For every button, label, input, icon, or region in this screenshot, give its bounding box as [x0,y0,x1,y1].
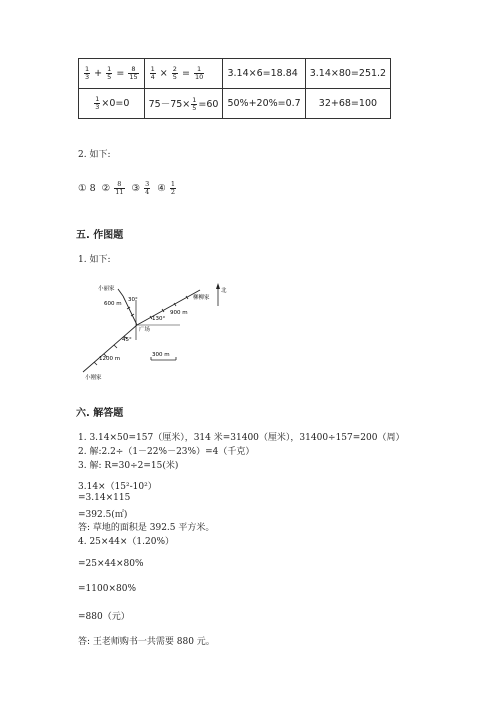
q2-label: 2. 如下: [78,150,111,160]
plaza-label: 广场 [139,327,151,333]
mark-4: ④ [157,183,166,194]
expr-rest: ×0=0 [101,98,130,109]
angle-45: 45° [122,337,132,343]
frac-den: 15 [129,73,138,81]
cell-r1c4: 3.14×80=251.2 [305,59,390,89]
section5-q1: 1. 如下: [78,255,111,265]
mark-2: ② [101,183,111,194]
frac-den: 4 [145,188,150,196]
frac-den: 3 [85,73,90,81]
frac-den: 2 [170,188,175,196]
answer-1: 8 [89,183,96,194]
frac-num: 1 [107,65,112,73]
answer-line-8: 4. 25×44×（1.20%） [78,537,175,547]
expr-pre: 75－75× [148,98,191,110]
north-arrow-head [216,283,220,289]
answer-line-4: 3.14×（15²-10²） [78,482,157,492]
frac-num: 1 [192,95,197,104]
answer-line-1: 1. 3.14×50=157（厘米），314 米=31400（厘米），31400÷157=200（周） [78,433,405,443]
frac-den: 5 [192,103,197,112]
answer-line-10: =1100×80% [78,584,136,594]
angle-130: 130° [152,316,166,322]
frac-num: 8 [114,181,124,189]
mark-3: ③ [131,183,141,194]
line-to-liuliu [137,290,200,325]
answer-line-7: 答: 草地的面积是 392.5 平方米。 [78,523,215,533]
frac-den: 5 [172,73,177,81]
frac-den: 11 [115,188,124,196]
north-label: 北 [221,288,227,294]
xiaoli-arrow [118,289,123,296]
answer-line-5: =3.14×115 [78,493,131,503]
frac-den: 4 [150,73,155,81]
frac-num: 1 [85,65,90,73]
frac-num: 1 [95,95,100,103]
frac-num: 1 [150,65,155,73]
frac-den: 5 [107,73,112,81]
section5-title: 五. 作图题 [76,230,124,241]
op: + [94,68,103,79]
eq: = [116,68,125,79]
dist-600: 600 m [104,301,122,307]
cell-r2c3: 50%+20%=0.7 [223,89,305,119]
dist-1200: 1200 m [99,356,121,362]
frac-num: 3 [145,180,150,188]
frac-den: 3 [95,103,100,111]
eq: = [181,68,190,79]
liuliu-label: 柳柳家 [193,295,210,301]
angle-30: 30° [128,297,138,303]
answer-line-2: 2. 解:2.2÷（1－22%－23%）=4（千克） [78,447,255,457]
xiaoli-label: 小丽家 [98,286,115,292]
answer-line-6: =392.5(㎡) [78,510,128,520]
answer-line-9: =25×44×80% [78,559,144,569]
xiaogang-label: 小刚家 [85,375,102,381]
frac-num: 8 [128,66,138,74]
answer-line-3: 3. 解: R=30÷2=15(米) [78,461,179,471]
frac-num: 1 [170,180,175,188]
section6-title: 六. 解答题 [76,408,124,419]
cell-r1c3: 3.14×6=18.84 [223,59,305,89]
frac-num: 1 [194,66,204,74]
mark-1: ① [78,183,87,194]
answer-line-11: =880（元） [78,612,130,622]
scale-label: 300 m [152,352,170,358]
dist-900: 900 m [170,310,188,316]
cell-r2c4: 32+68=100 [305,89,390,119]
frac-den: 10 [194,73,204,81]
answer-line-12: 答: 王老师购书一共需要 880 元。 [78,637,215,647]
op: × [159,68,168,79]
expr-post: =60 [198,98,219,110]
line-to-xiaogang [83,325,137,372]
frac-num: 2 [172,65,177,73]
